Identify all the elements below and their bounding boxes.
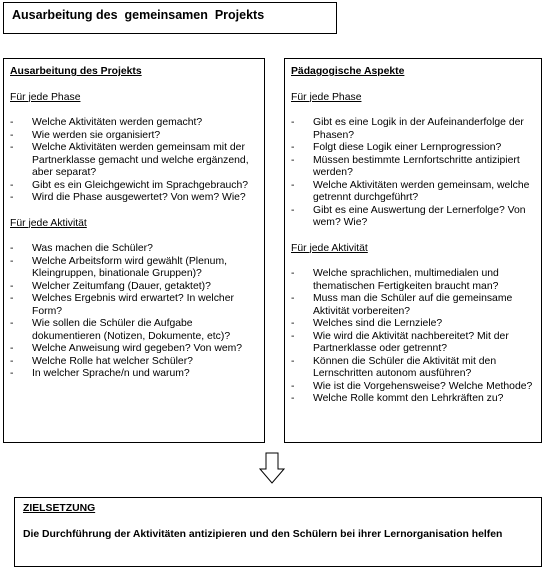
down-arrow-icon: [259, 452, 285, 484]
diagram-title: Ausarbeitung des gemeinsamen Projekts: [3, 2, 337, 34]
pedagogical-aspects-panel: [284, 58, 542, 443]
list-item: - Folgt diese Logik einer Lernprogression?: [291, 142, 535, 155]
list-item: - In welcher Sprache/n und warum?: [10, 368, 258, 381]
list-item: - Können die Schüler die Aktivität mit den Lernschritten autonom ausführen?: [291, 356, 535, 381]
goal-box: [14, 497, 542, 567]
activity-question-list: [10, 243, 258, 381]
list-item: - Wie sollen die Schüler die Aufgabe dokumentieren (Notizen, Dokumente, etc)?: [10, 318, 258, 343]
activity-question-list: [291, 268, 535, 406]
list-item: - Welche Aktivitäten werden gemeinsam mit der Partnerklasse gemacht und welche ergänzend, aber separat?: [10, 142, 258, 180]
list-item: - Welches Ergebnis wird erwartet? In welcher Form?: [10, 293, 258, 318]
phase-question-list: [291, 117, 535, 230]
section-heading-activity: Für jede Aktivität: [291, 242, 368, 254]
list-item: - Wie ist die Vorgehensweise? Welche Methode?: [291, 381, 535, 394]
panel-heading: Ausarbeitung des Projekts: [10, 66, 142, 77]
goal-text: Die Durchführung der Aktivitäten antizipieren und den Schülern bei ihrer Lernorganisation helfen: [23, 528, 503, 540]
list-item: - Muss man die Schüler auf die gemeinsame Aktivität vorbereiten?: [291, 293, 535, 318]
list-item: - Wie werden sie organisiert?: [10, 130, 258, 143]
list-item: - Welche Aktivitäten werden gemacht?: [10, 117, 258, 130]
list-item: - Was machen die Schüler?: [10, 243, 258, 256]
list-item: - Wie wird die Aktivität nachbereitet? Mit der Partnerklasse oder getrennt?: [291, 331, 535, 356]
list-item: - Gibt es ein Gleichgewicht im Sprachgebrauch?: [10, 180, 258, 193]
list-item: - Welches sind die Lernziele?: [291, 318, 535, 331]
list-item: - Welche Anweisung wird gegeben? Von wem?: [10, 343, 258, 356]
list-item: - Gibt es eine Auswertung der Lernerfolge? Von wem? Wie?: [291, 205, 535, 230]
list-item: - Gibt es eine Logik in der Aufeinanderfolge der Phasen?: [291, 117, 535, 142]
list-item: - Welche Aktivitäten werden gemeinsam, welche getrennt durchgeführt?: [291, 180, 535, 205]
list-item: - Müssen bestimmte Lernfortschritte antizipiert werden?: [291, 155, 535, 180]
list-item: - Welcher Zeitumfang (Dauer, getaktet)?: [10, 281, 258, 294]
section-heading-phase: Für jede Phase: [291, 91, 362, 103]
list-item: - Welche Rolle hat welcher Schüler?: [10, 356, 258, 369]
goal-heading: ZIELSETZUNG: [23, 503, 96, 514]
panel-heading: Pädagogische Aspekte: [291, 66, 405, 77]
list-item: - Welche Arbeitsform wird gewählt (Plenum, Kleingruppen, binationale Gruppen)?: [10, 256, 258, 281]
section-heading-activity: Für jede Aktivität: [10, 217, 87, 229]
phase-question-list: [10, 117, 258, 205]
list-item: - Welche Rolle kommt den Lehrkräften zu?: [291, 393, 535, 406]
list-item: - Welche sprachlichen, multimedialen und thematischen Fertigkeiten braucht man?: [291, 268, 535, 293]
section-heading-phase: Für jede Phase: [10, 91, 81, 103]
list-item: - Wird die Phase ausgewertet? Von wem? Wie?: [10, 192, 258, 205]
project-elaboration-panel: [3, 58, 265, 443]
